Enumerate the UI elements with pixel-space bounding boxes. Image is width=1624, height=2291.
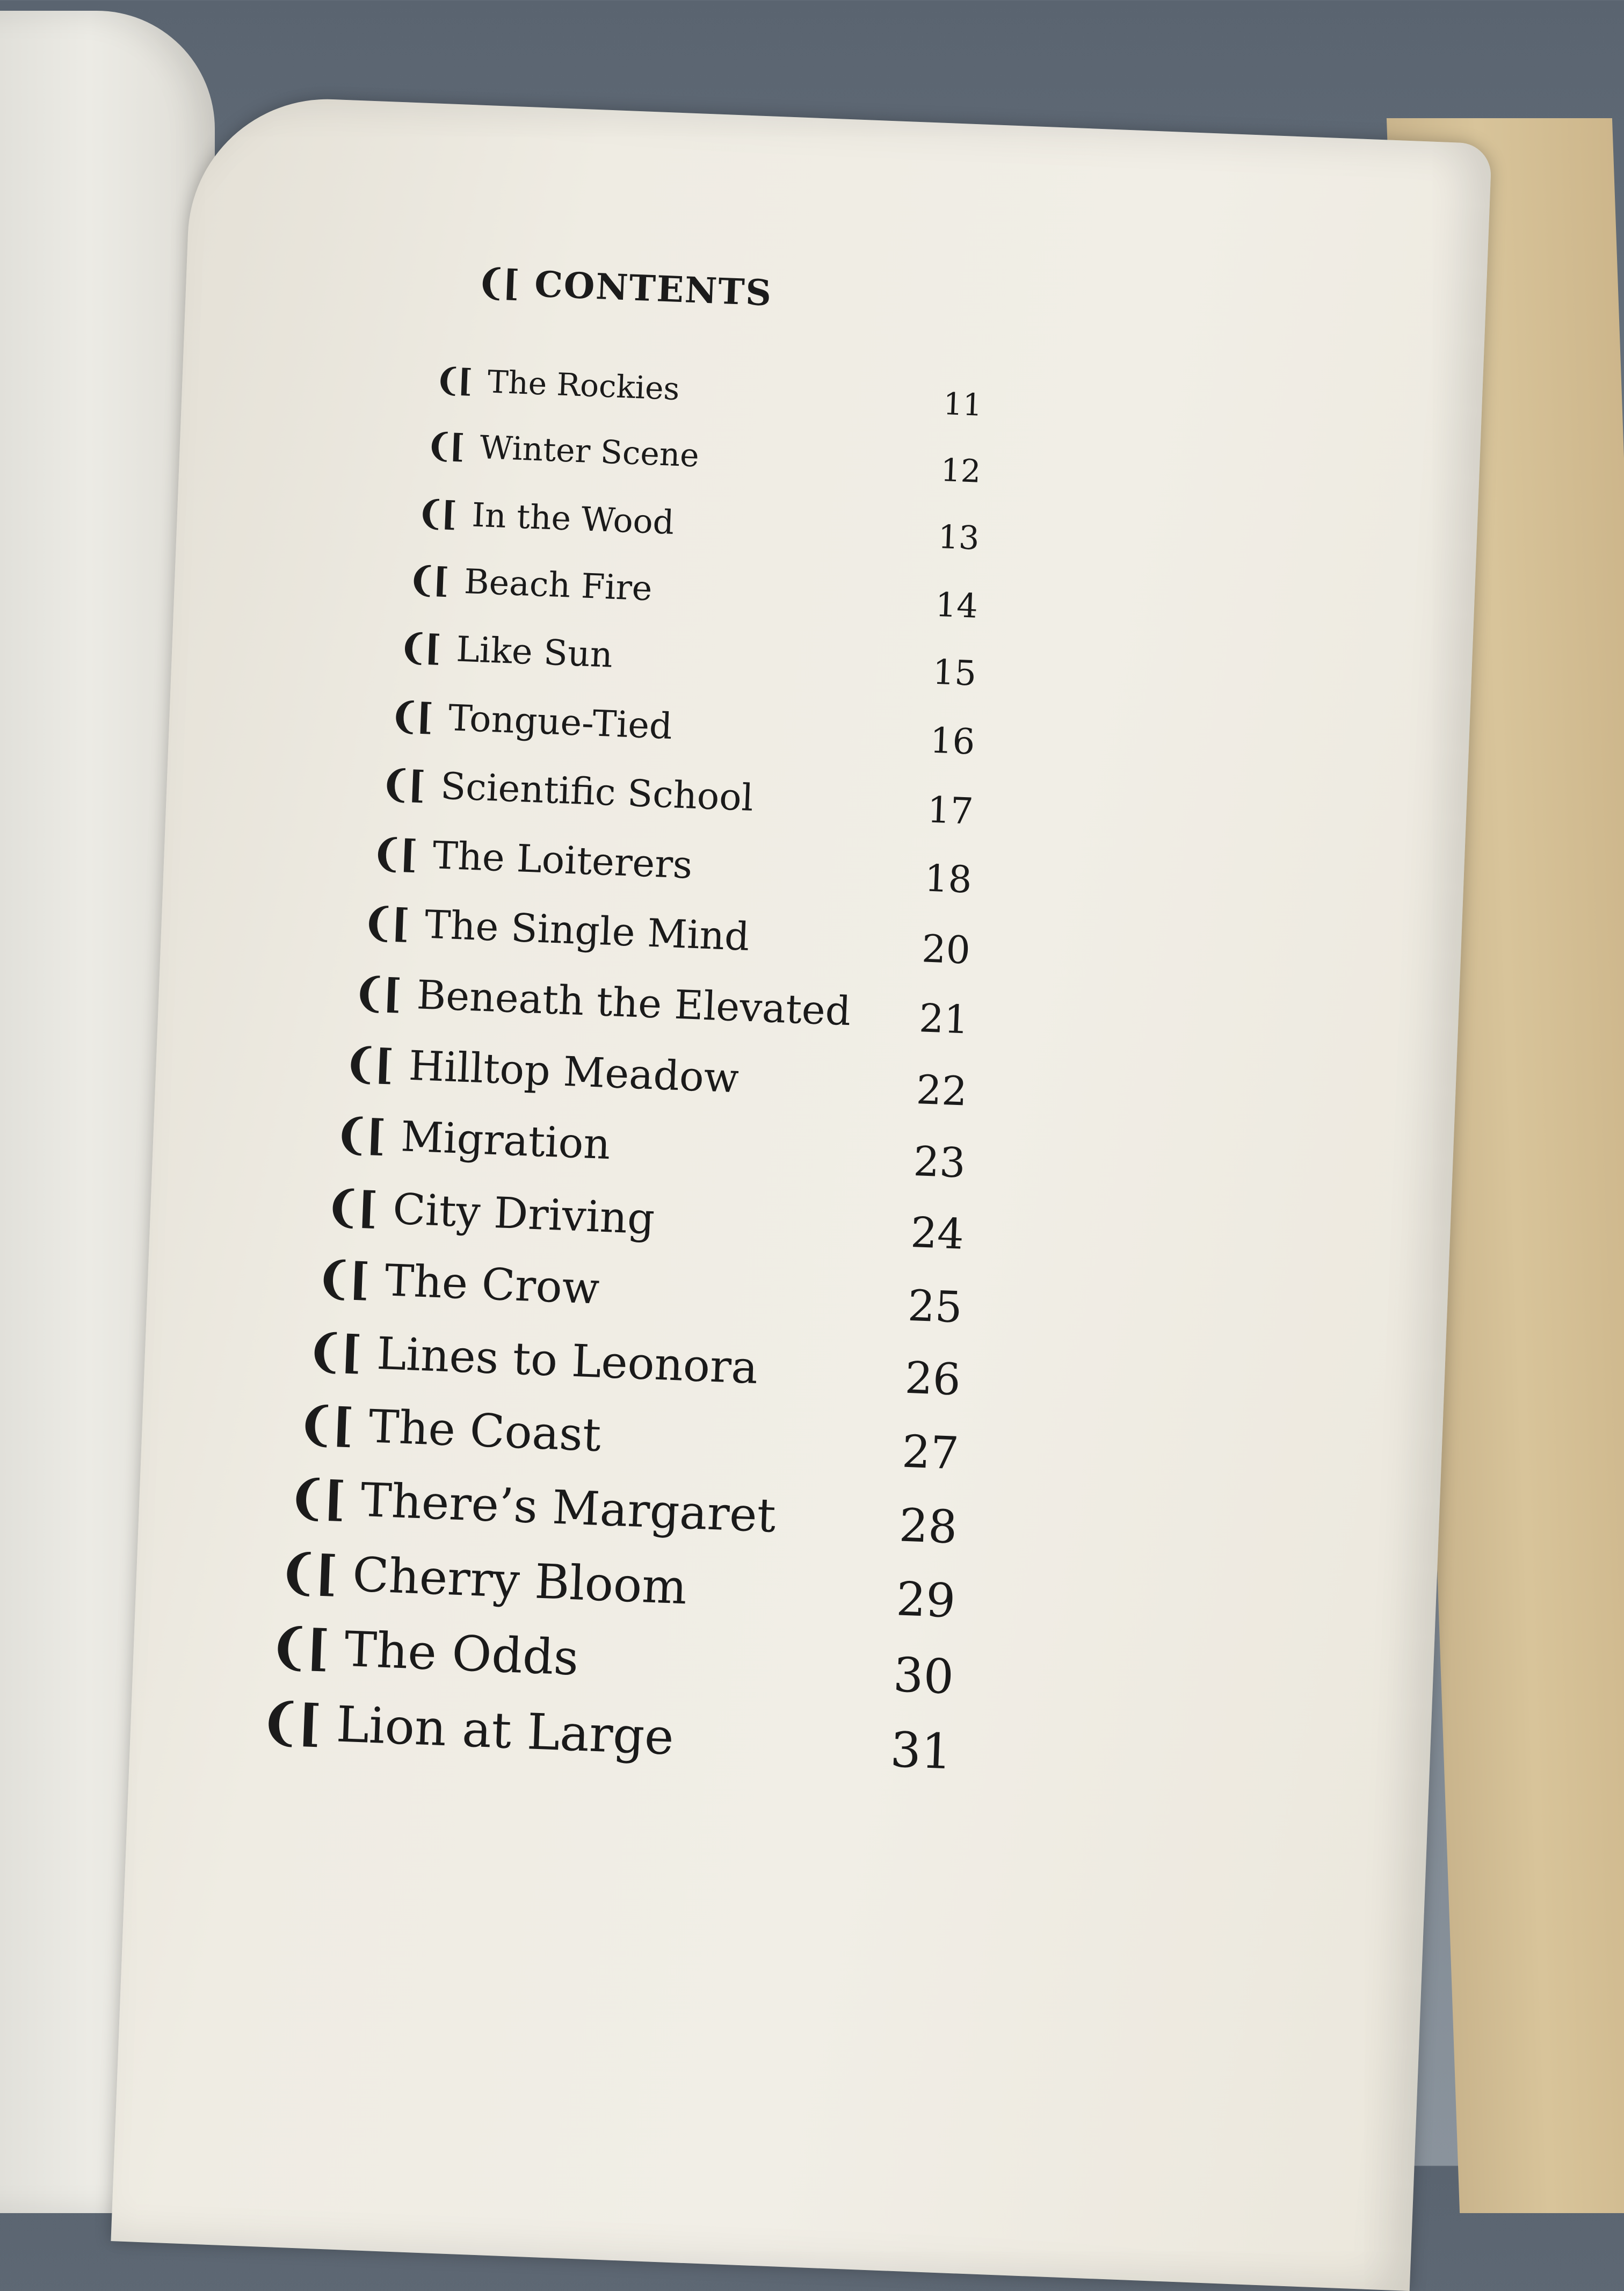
toc-entry [434, 362, 680, 407]
toc-entry-title: The Rockies [487, 363, 680, 408]
paragraph-mark-icon: ❨[ [370, 830, 416, 877]
toc-entry-title: Hilltop Meadow [408, 1042, 740, 1102]
toc-entry-page-number: 22 [915, 1066, 968, 1115]
toc-entry-page-number: 20 [921, 926, 972, 973]
toc-entry-title: Like Sun [455, 629, 614, 676]
paragraph-mark-icon: ❨[ [361, 899, 408, 947]
paragraph-mark-icon: ❨[ [397, 626, 439, 669]
contents-page [111, 94, 1492, 2291]
toc-entry-title: Lines to Leonora [375, 1327, 759, 1394]
toc-entry [407, 559, 653, 608]
toc-entry-page-number: 24 [910, 1208, 965, 1259]
paragraph-mark-icon: ❨[ [333, 1109, 384, 1160]
toc-entry [296, 1397, 602, 1462]
toc-entry [425, 427, 700, 475]
toc-entry-title: The Loiterers [432, 833, 693, 887]
toc-entry-title: The Coast [367, 1400, 602, 1462]
paragraph-mark-icon: ❨[ [475, 261, 517, 305]
toc-entry [380, 762, 754, 820]
toc-entry [334, 1110, 611, 1169]
toc-entry [306, 1324, 759, 1394]
toc-entry [268, 1617, 579, 1686]
toc-entry-page-number: 30 [892, 1646, 955, 1705]
toc-entry-title: Cherry Bloom [351, 1546, 688, 1615]
paragraph-mark-icon: ❨[ [425, 427, 462, 466]
paragraph-mark-icon: ❨[ [379, 762, 423, 807]
toc-entry-title: The Odds [343, 1621, 580, 1687]
toc-entry-page-number: 13 [937, 518, 980, 558]
toc-entry-title: City Driving [392, 1183, 656, 1244]
toc-entry [278, 1543, 688, 1615]
paragraph-mark-icon: ❨[ [287, 1470, 344, 1527]
toc-entry-page-number: 17 [926, 788, 974, 833]
toc-entry [416, 493, 675, 541]
toc-entry-title: Scientific School [439, 764, 755, 820]
toc-entry-title: Migration [400, 1112, 612, 1169]
toc-entry [389, 694, 673, 747]
toc-entry-page-number: 25 [907, 1280, 963, 1333]
table-of-contents [111, 94, 1492, 2291]
toc-entry [315, 1252, 600, 1314]
toc-entry-title: The Crow [383, 1255, 601, 1314]
toc-entry-page-number: 15 [932, 652, 977, 694]
toc-entry [398, 626, 613, 675]
paragraph-mark-icon: ❨[ [268, 1617, 328, 1677]
toc-entry [352, 969, 851, 1035]
toc-entry-title: There’s Margaret [359, 1473, 777, 1543]
paragraph-mark-icon: ❨[ [407, 559, 447, 601]
paragraph-mark-icon: ❨[ [388, 693, 431, 738]
toc-entry [324, 1181, 656, 1244]
toc-entry-page-number: 12 [940, 452, 982, 490]
toc-entry [343, 1039, 740, 1102]
toc-entry-page-number: 16 [929, 720, 976, 763]
paragraph-mark-icon: ❨[ [416, 493, 455, 534]
paragraph-mark-icon: ❨[ [277, 1543, 336, 1602]
heading-text: CONTENTS [533, 263, 773, 314]
toc-entry [361, 899, 750, 960]
paragraph-mark-icon: ❨[ [258, 1692, 320, 1753]
toc-entry-page-number: 23 [912, 1137, 967, 1187]
toc-entry-page-number: 18 [924, 857, 973, 902]
toc-entry-page-number: 27 [901, 1425, 960, 1480]
toc-entry [287, 1470, 777, 1543]
toc-entry-title: The Single Mind [424, 902, 750, 960]
paragraph-mark-icon: ❨[ [324, 1180, 376, 1233]
toc-entry-title: In the Wood [471, 495, 675, 542]
toc-entry-title: Winter Scene [479, 429, 700, 475]
toc-entry-page-number: 26 [904, 1352, 962, 1406]
paragraph-mark-icon: ❨[ [296, 1397, 352, 1452]
toc-entry-page-number: 31 [889, 1722, 953, 1781]
toc-entry-title: Beach Fire [463, 561, 653, 609]
toc-entry-page-number: 28 [898, 1499, 959, 1555]
paragraph-mark-icon: ❨[ [305, 1324, 360, 1379]
toc-entry-title: Tongue-Tied [447, 696, 673, 747]
toc-entry [371, 830, 693, 887]
toc-entry-page-number: 29 [895, 1572, 957, 1629]
paragraph-mark-icon: ❨[ [352, 969, 400, 1018]
toc-entry-page-number: 11 [943, 386, 983, 423]
toc-entry-page-number: 21 [918, 996, 970, 1043]
toc-entry-page-number: 14 [934, 585, 979, 626]
paragraph-mark-icon: ❨[ [315, 1252, 368, 1305]
toc-entry-title: Lion at Large [335, 1695, 675, 1766]
toc-entry [259, 1692, 675, 1766]
toc-entry-title: Beneath the Elevated [416, 972, 852, 1035]
paragraph-mark-icon: ❨[ [343, 1039, 392, 1089]
paragraph-mark-icon: ❨[ [434, 361, 470, 400]
